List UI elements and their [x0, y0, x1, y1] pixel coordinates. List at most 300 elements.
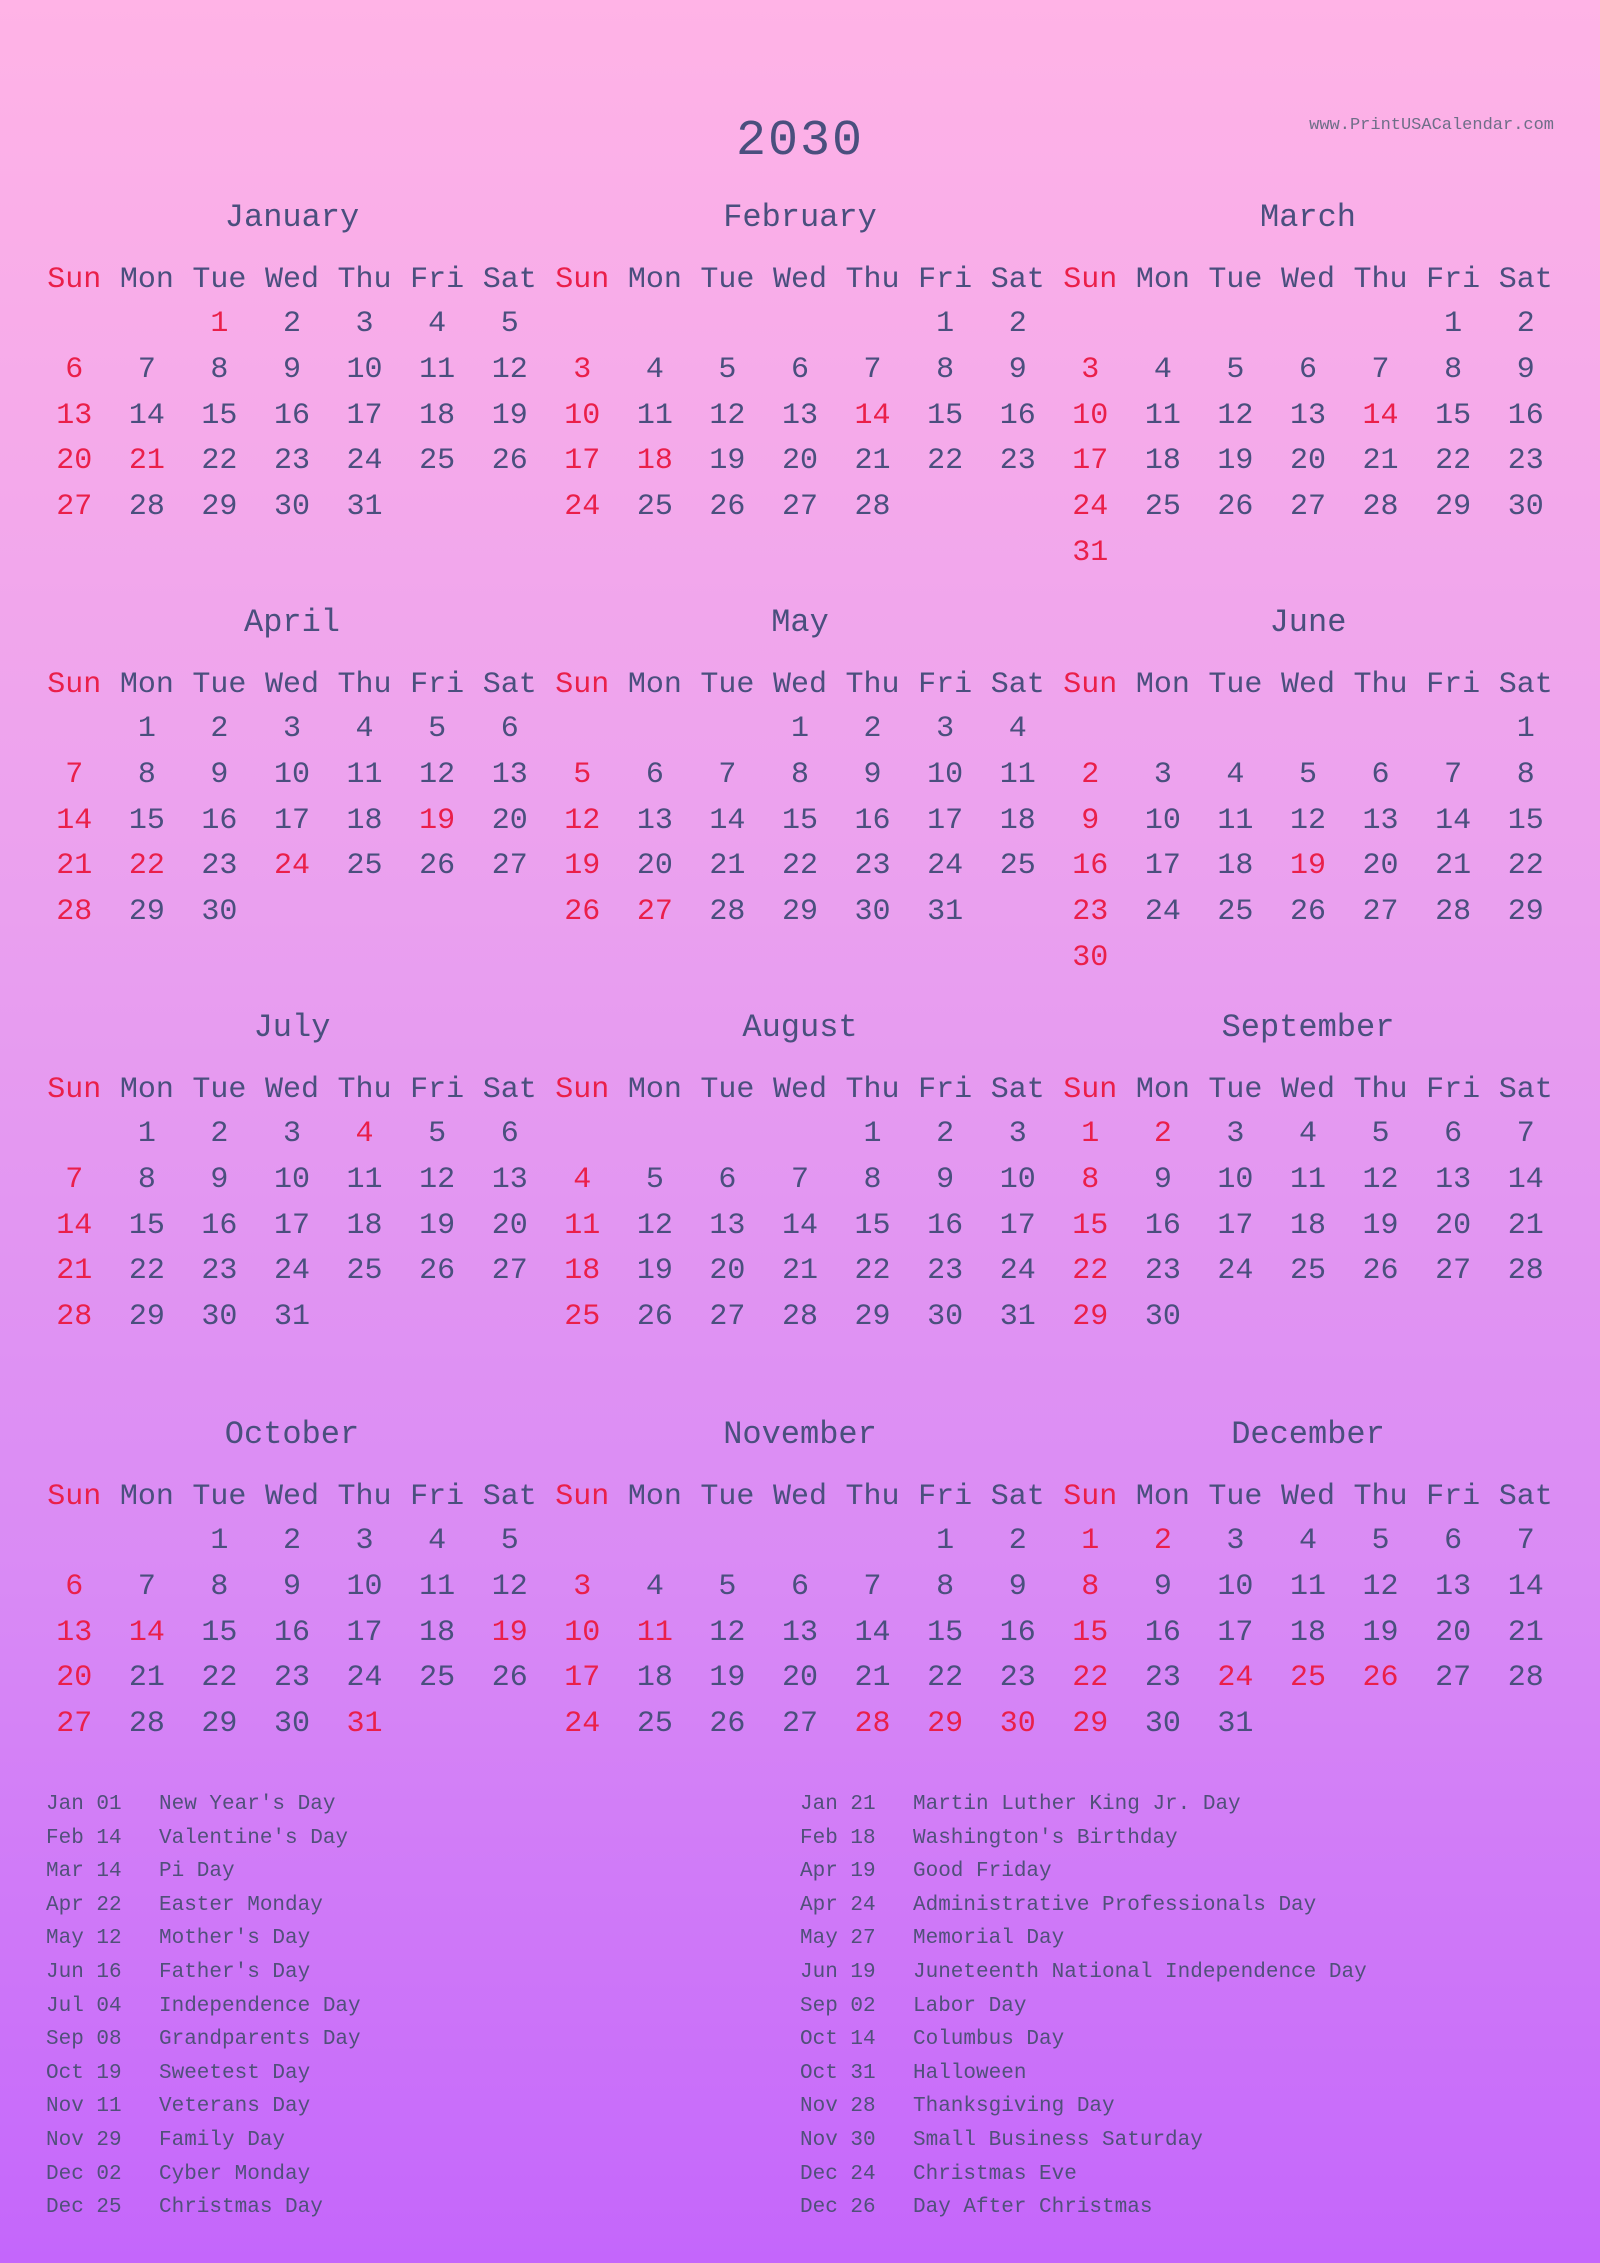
day-cell: 24	[273, 1254, 310, 1289]
day-cell: 14	[781, 1208, 818, 1243]
day-cell: 12	[709, 398, 746, 433]
holiday-name: New Year's Day	[159, 1793, 336, 1816]
weekday-header: Tue	[1208, 1480, 1263, 1514]
day-cell: 7	[863, 1569, 882, 1604]
day-cell: 20	[491, 803, 528, 838]
day-cell: 5	[1371, 1117, 1390, 1151]
holiday-row	[800, 1990, 1367, 2024]
day-cell: 1	[936, 307, 955, 341]
day-cell-highlighted: 19	[564, 849, 601, 884]
day-cell: 7	[1371, 352, 1390, 387]
day-cell: 8	[137, 757, 156, 792]
holiday-row	[46, 1922, 361, 1956]
day-cell: 26	[1217, 490, 1254, 524]
holiday-name: Thanksgiving Day	[913, 2095, 1115, 2119]
day-cell: 3	[355, 1524, 374, 1558]
weekday-header: Sun	[555, 668, 610, 702]
day-cell: 28	[781, 1300, 818, 1334]
day-cell: 11	[999, 757, 1036, 792]
day-cell: 17	[273, 803, 310, 838]
day-cell: 19	[709, 1661, 746, 1696]
holiday-row	[800, 2090, 1367, 2124]
month-grid	[38, 1475, 546, 1748]
weekday-header: Thu	[1353, 668, 1408, 702]
day-cell: 30	[854, 895, 891, 929]
day-cell: 23	[999, 1661, 1036, 1696]
day-cell: 21	[854, 1661, 891, 1696]
weekday-header: Sun	[555, 263, 610, 297]
day-cell-highlighted: 30	[999, 1707, 1036, 1741]
month-name: October	[224, 1416, 360, 1453]
holiday-name: Grandparents Day	[159, 2028, 361, 2052]
day-cell-highlighted: 28	[854, 1707, 891, 1741]
day-cell: 18	[346, 803, 383, 838]
weekday-header: Tue	[192, 263, 247, 297]
weekday-header: Thu	[845, 263, 900, 297]
day-cell-highlighted: 1	[210, 307, 229, 341]
day-cell-highlighted: 16	[1072, 849, 1109, 884]
day-cell: 3	[282, 712, 301, 746]
day-cell: 2	[1516, 307, 1535, 341]
day-cell: 26	[636, 1300, 673, 1334]
day-cell: 15	[781, 803, 818, 838]
holiday-row	[800, 2057, 1367, 2091]
day-cell: 19	[1362, 1615, 1399, 1650]
day-cell: 10	[1144, 803, 1181, 838]
day-cell: 18	[1217, 849, 1254, 884]
day-cell: 11	[636, 398, 673, 433]
day-cell: 6	[790, 352, 809, 387]
weekday-header: Tue	[700, 668, 755, 702]
day-cell-highlighted: 31	[1072, 535, 1109, 570]
day-cell: 25	[636, 1707, 673, 1741]
day-cell: 20	[781, 1661, 818, 1696]
day-cell: 9	[282, 352, 301, 387]
day-cell: 19	[491, 398, 528, 433]
empty-day-cell	[1272, 302, 1345, 348]
day-cell: 11	[346, 1162, 383, 1197]
weekday-header: Mon	[119, 1480, 174, 1514]
day-cell: 30	[201, 895, 238, 929]
day-cell: 23	[201, 1254, 238, 1289]
day-cell: 1	[863, 1117, 882, 1151]
weekday-header: Wed	[772, 263, 827, 297]
day-cell: 6	[645, 757, 664, 792]
day-cell-highlighted: 6	[65, 1569, 84, 1604]
day-cell: 3	[1153, 757, 1172, 792]
day-cell-highlighted: 21	[56, 849, 93, 884]
day-cell: 20	[1289, 444, 1326, 479]
day-cell: 21	[1435, 849, 1472, 884]
day-cell: 10	[1217, 1569, 1254, 1604]
day-cell: 17	[999, 1208, 1036, 1243]
empty-day-cell	[691, 707, 764, 753]
weekday-header: Sat	[482, 668, 537, 702]
day-cell-highlighted: 24	[1072, 490, 1109, 524]
day-cell: 8	[790, 757, 809, 792]
day-cell: 21	[1507, 1615, 1544, 1650]
day-cell: 27	[1289, 490, 1326, 524]
empty-day-cell	[764, 302, 837, 348]
holiday-list-right	[800, 1788, 1367, 2225]
month-august	[546, 1008, 1054, 1341]
month-grid	[546, 258, 1054, 531]
weekday-header: Tue	[1208, 1073, 1263, 1107]
day-cell: 5	[1226, 352, 1245, 387]
holiday-date: Dec 26	[800, 2196, 876, 2220]
empty-day-cell	[38, 1112, 111, 1158]
empty-day-cell	[1127, 302, 1200, 348]
day-cell: 8	[210, 1569, 229, 1604]
day-cell-highlighted: 1	[1081, 1117, 1100, 1151]
day-cell: 11	[1144, 398, 1181, 433]
month-september	[1054, 1008, 1562, 1341]
day-cell: 13	[636, 803, 673, 838]
day-cell: 5	[428, 1117, 447, 1151]
day-cell: 29	[128, 895, 165, 929]
month-name: August	[742, 1009, 858, 1046]
weekday-header: Fri	[1426, 1073, 1481, 1107]
month-grid	[1054, 1475, 1562, 1748]
day-cell-highlighted: 3	[573, 352, 592, 387]
day-cell: 12	[491, 352, 528, 387]
day-cell-highlighted: 3	[573, 1569, 592, 1604]
weekday-header: Tue	[192, 1480, 247, 1514]
day-cell-highlighted: 28	[56, 1300, 93, 1334]
holiday-date: Feb 18	[800, 1826, 876, 1850]
holiday-date: Jan 01	[46, 1793, 122, 1816]
day-cell: 14	[1435, 803, 1472, 838]
day-cell: 12	[1362, 1162, 1399, 1197]
day-cell: 22	[927, 444, 964, 479]
day-cell: 28	[1507, 1661, 1544, 1696]
day-cell: 16	[273, 1615, 310, 1650]
day-cell: 31	[273, 1300, 310, 1334]
day-cell: 28	[128, 1707, 165, 1741]
weekday-header: Sat	[990, 1480, 1045, 1514]
holiday-name: Sweetest Day	[159, 2061, 311, 2085]
holiday-name: Memorial Day	[913, 1927, 1065, 1951]
day-cell-highlighted: 12	[564, 803, 601, 838]
day-cell: 18	[419, 1615, 456, 1650]
day-cell: 27	[781, 490, 818, 524]
day-cell: 12	[1289, 803, 1326, 838]
day-cell-highlighted: 19	[491, 1615, 528, 1650]
month-february	[546, 198, 1054, 531]
weekday-header: Wed	[264, 668, 319, 702]
month-may	[546, 603, 1054, 936]
empty-day-cell	[38, 707, 111, 753]
day-cell: 3	[1226, 1117, 1245, 1151]
holiday-name: Good Friday	[913, 1860, 1052, 1884]
day-cell: 5	[1298, 757, 1317, 792]
holiday-row	[46, 1788, 361, 1822]
day-cell-highlighted: 27	[56, 1707, 93, 1741]
holiday-row	[800, 2191, 1367, 2225]
day-cell: 16	[1144, 1208, 1181, 1243]
day-cell: 28	[854, 490, 891, 524]
day-cell-highlighted: 24	[273, 849, 310, 884]
day-cell: 15	[927, 1615, 964, 1650]
weekday-header: Sat	[990, 263, 1045, 297]
day-cell: 1	[1444, 307, 1463, 341]
weekday-header: Sun	[1063, 263, 1118, 297]
day-cell: 21	[128, 1661, 165, 1696]
day-cell: 30	[273, 490, 310, 524]
day-cell: 14	[1507, 1569, 1544, 1604]
day-cell: 18	[419, 398, 456, 433]
day-cell: 12	[1362, 1569, 1399, 1604]
month-april	[38, 603, 546, 936]
month-name: December	[1231, 1416, 1385, 1453]
day-cell: 28	[1435, 895, 1472, 929]
day-cell: 8	[210, 352, 229, 387]
month-grid	[546, 663, 1054, 936]
day-cell: 22	[128, 1254, 165, 1289]
day-cell: 1	[790, 712, 809, 746]
day-cell-highlighted: 14	[1362, 398, 1399, 433]
holiday-date: Sep 02	[800, 1994, 876, 2018]
day-cell: 29	[201, 1707, 238, 1741]
day-cell: 27	[1362, 895, 1399, 929]
day-cell-highlighted: 14	[854, 398, 891, 433]
weekday-header: Thu	[337, 668, 392, 702]
day-cell: 17	[927, 803, 964, 838]
weekday-header: Sat	[1498, 1480, 1553, 1514]
weekday-header: Mon	[627, 263, 682, 297]
holiday-name: Halloween	[913, 2061, 1027, 2085]
holiday-name: Administrative Professionals Day	[913, 1893, 1317, 1917]
day-cell: 29	[1435, 490, 1472, 524]
day-cell: 6	[500, 712, 519, 746]
holiday-date: Apr 24	[800, 1893, 876, 1917]
day-cell-highlighted: 14	[128, 1615, 165, 1650]
day-cell: 4	[1298, 1524, 1317, 1558]
weekday-header: Sat	[1498, 1073, 1553, 1107]
day-cell: 19	[1217, 444, 1254, 479]
holiday-name: Father's Day	[159, 1960, 311, 1984]
day-cell: 16	[854, 803, 891, 838]
day-cell: 14	[1507, 1162, 1544, 1197]
day-cell: 10	[927, 757, 964, 792]
day-cell: 22	[201, 444, 238, 479]
day-cell: 12	[636, 1208, 673, 1243]
day-cell: 26	[491, 1661, 528, 1696]
empty-day-cell	[111, 302, 184, 348]
weekday-header: Thu	[1353, 1480, 1408, 1514]
day-cell: 24	[346, 1661, 383, 1696]
weekday-header: Tue	[1208, 263, 1263, 297]
day-cell: 23	[854, 849, 891, 884]
day-cell: 16	[999, 1615, 1036, 1650]
day-cell-highlighted: 18	[564, 1254, 601, 1289]
weekday-header: Sun	[1063, 1480, 1118, 1514]
month-name: July	[253, 1009, 331, 1046]
day-cell: 9	[1153, 1162, 1172, 1197]
holiday-name: Mother's Day	[159, 1927, 311, 1951]
weekday-header: Mon	[1135, 668, 1190, 702]
day-cell-highlighted: 18	[636, 444, 673, 479]
day-cell: 12	[419, 757, 456, 792]
day-cell: 23	[927, 1254, 964, 1289]
month-name: February	[723, 199, 877, 236]
holiday-name: Day After Christmas	[913, 2196, 1153, 2220]
day-cell: 15	[128, 803, 165, 838]
day-cell: 10	[1217, 1162, 1254, 1197]
empty-day-cell	[619, 1112, 692, 1158]
weekday-header: Wed	[772, 1480, 827, 1514]
holiday-date: Dec 24	[800, 2162, 876, 2186]
empty-day-cell	[836, 1519, 909, 1565]
empty-day-cell	[546, 1112, 619, 1158]
day-cell-highlighted: 22	[1072, 1661, 1109, 1696]
holiday-name: Small Business Saturday	[913, 2128, 1203, 2152]
day-cell: 15	[927, 398, 964, 433]
holiday-row	[46, 1822, 361, 1856]
day-cell: 3	[355, 307, 374, 341]
day-cell: 22	[1435, 444, 1472, 479]
holiday-date: Jun 19	[800, 1960, 876, 1984]
holiday-row	[46, 1956, 361, 1990]
calendar-year-title: 2030	[735, 113, 865, 170]
weekday-header: Mon	[119, 1073, 174, 1107]
day-cell: 8	[137, 1162, 156, 1197]
day-cell: 21	[709, 849, 746, 884]
day-cell: 19	[636, 1254, 673, 1289]
weekday-header: Thu	[337, 263, 392, 297]
empty-day-cell	[1054, 707, 1127, 753]
day-cell: 30	[1144, 1300, 1181, 1334]
empty-day-cell	[1199, 302, 1272, 348]
day-cell: 22	[781, 849, 818, 884]
day-cell: 1	[137, 712, 156, 746]
day-cell: 2	[210, 1117, 229, 1151]
weekday-header: Sat	[1498, 668, 1553, 702]
weekday-header: Thu	[845, 1480, 900, 1514]
day-cell: 29	[781, 895, 818, 929]
day-cell: 8	[936, 1569, 955, 1604]
day-cell: 19	[1362, 1208, 1399, 1243]
day-cell: 28	[709, 895, 746, 929]
day-cell: 23	[1144, 1661, 1181, 1696]
empty-day-cell	[38, 302, 111, 348]
day-cell: 29	[128, 1300, 165, 1334]
holiday-date: Feb 14	[46, 1826, 122, 1850]
weekday-header: Sun	[47, 1073, 102, 1107]
day-cell-highlighted: 19	[419, 803, 456, 838]
holiday-date: Oct 14	[800, 2028, 876, 2052]
holiday-date: Nov 29	[46, 2128, 122, 2152]
day-cell: 31	[999, 1300, 1036, 1334]
day-cell-highlighted: 29	[1072, 1300, 1109, 1334]
empty-day-cell	[691, 302, 764, 348]
day-cell: 4	[645, 352, 664, 387]
day-cell: 30	[1144, 1707, 1181, 1741]
day-cell-highlighted: 28	[56, 895, 93, 929]
empty-day-cell	[1054, 302, 1127, 348]
day-cell: 3	[1226, 1524, 1245, 1558]
weekday-header: Mon	[627, 668, 682, 702]
day-cell: 1	[936, 1524, 955, 1558]
day-cell: 31	[346, 490, 383, 524]
day-cell: 11	[1289, 1569, 1326, 1604]
day-cell-highlighted: 22	[128, 849, 165, 884]
day-cell: 20	[1435, 1615, 1472, 1650]
day-cell: 16	[927, 1208, 964, 1243]
day-cell: 4	[428, 1524, 447, 1558]
empty-day-cell	[546, 302, 619, 348]
day-cell: 14	[709, 803, 746, 838]
day-cell: 30	[1507, 490, 1544, 524]
day-cell: 2	[282, 307, 301, 341]
weekday-header: Mon	[119, 263, 174, 297]
day-cell: 8	[936, 352, 955, 387]
day-cell-highlighted: 13	[56, 1615, 93, 1650]
day-cell-highlighted: 9	[1081, 803, 1100, 838]
day-cell-highlighted: 8	[1081, 1569, 1100, 1604]
day-cell: 3	[1008, 1117, 1027, 1151]
holiday-date: May 27	[800, 1927, 876, 1951]
day-cell-highlighted: 4	[573, 1162, 592, 1197]
day-cell: 12	[709, 1615, 746, 1650]
empty-day-cell	[546, 1519, 619, 1565]
weekday-header: Tue	[700, 1480, 755, 1514]
holiday-name: Martin Luther King Jr. Day	[913, 1793, 1241, 1816]
empty-day-cell	[1272, 707, 1345, 753]
empty-day-cell	[546, 707, 619, 753]
holiday-date: Oct 19	[46, 2061, 122, 2085]
month-grid	[1054, 1068, 1562, 1341]
day-cell: 6	[500, 1117, 519, 1151]
empty-day-cell	[691, 1519, 764, 1565]
day-cell: 16	[1507, 398, 1544, 433]
day-cell: 9	[1516, 352, 1535, 387]
day-cell-highlighted: 6	[65, 352, 84, 387]
day-cell: 9	[210, 757, 229, 792]
day-cell: 6	[790, 1569, 809, 1604]
holiday-name: Pi Day	[159, 1860, 235, 1884]
day-cell: 7	[1516, 1117, 1535, 1151]
day-cell: 9	[936, 1162, 955, 1197]
month-grid	[546, 1068, 1054, 1341]
holiday-row	[46, 1855, 361, 1889]
day-cell: 20	[491, 1208, 528, 1243]
holiday-row	[46, 2158, 361, 2192]
day-cell: 9	[1008, 1569, 1027, 1604]
day-cell: 26	[709, 490, 746, 524]
day-cell: 7	[1444, 757, 1463, 792]
day-cell: 24	[1217, 1254, 1254, 1289]
weekday-header: Wed	[1280, 1480, 1335, 1514]
weekday-header: Thu	[845, 668, 900, 702]
day-cell: 13	[1435, 1569, 1472, 1604]
day-cell: 30	[201, 1300, 238, 1334]
day-cell: 3	[936, 712, 955, 746]
day-cell: 11	[419, 352, 456, 387]
day-cell: 4	[1008, 712, 1027, 746]
month-june	[1054, 603, 1562, 982]
day-cell-highlighted: 1	[1081, 1524, 1100, 1558]
day-cell-highlighted: 20	[56, 1661, 93, 1696]
empty-day-cell	[836, 302, 909, 348]
day-cell: 9	[210, 1162, 229, 1197]
day-cell-highlighted: 24	[564, 490, 601, 524]
day-cell: 10	[999, 1162, 1036, 1197]
day-cell: 16	[201, 1208, 238, 1243]
day-cell: 17	[346, 1615, 383, 1650]
holiday-row	[800, 1889, 1367, 1923]
weekday-header: Tue	[1208, 668, 1263, 702]
